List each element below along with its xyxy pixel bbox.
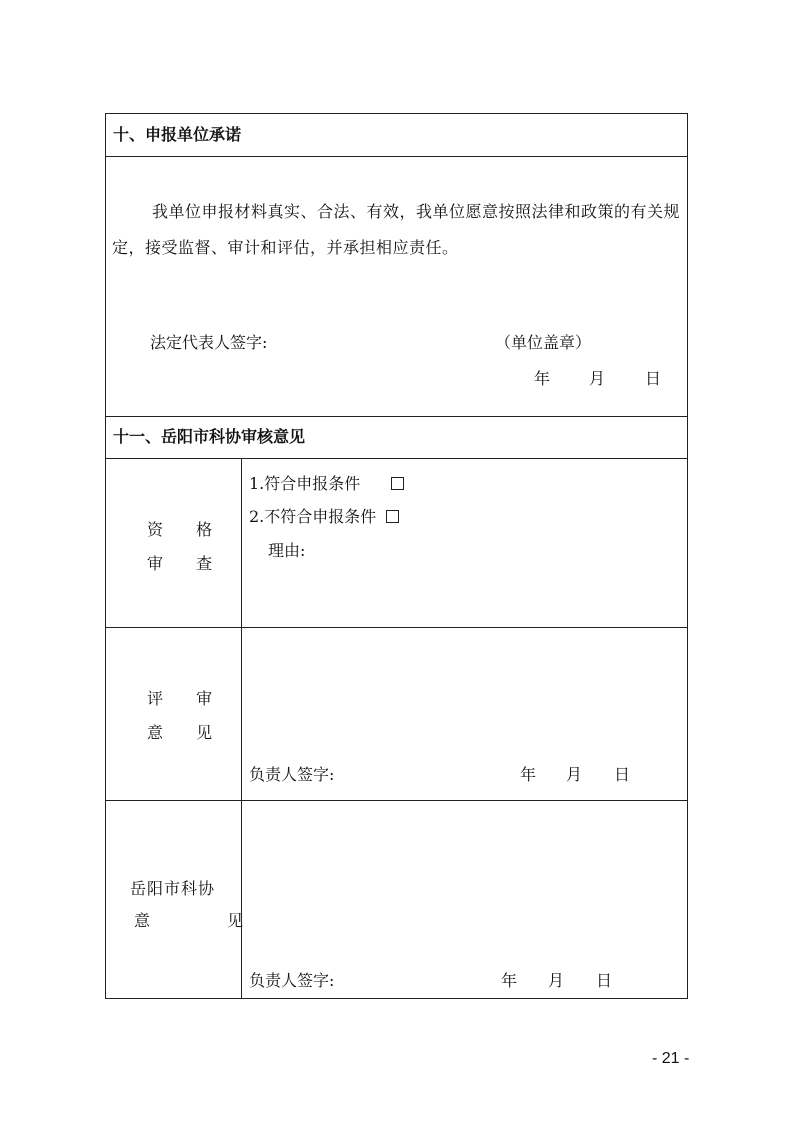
date-day-label: 日 xyxy=(645,369,662,388)
review-label-line2: 意 见 xyxy=(147,723,227,742)
divider xyxy=(106,800,687,801)
association-signature-label: 负责人签字: xyxy=(249,971,335,990)
review-signature-label: 负责人签字: xyxy=(249,765,335,784)
divider xyxy=(106,458,687,459)
checkbox-eligible[interactable] xyxy=(391,477,404,490)
divider xyxy=(106,156,687,157)
date-month-label: 月 xyxy=(589,369,606,388)
divider xyxy=(106,416,687,417)
legal-rep-signature-label: 法定代表人签字: xyxy=(150,333,268,352)
review-date-day: 日 xyxy=(614,765,631,784)
association-date-month: 月 xyxy=(548,971,565,990)
divider xyxy=(106,627,687,628)
association-label-line1: 岳阳市科协 xyxy=(130,879,216,898)
association-label-line2: 意 见 xyxy=(134,911,280,930)
section-11-heading: 十一、岳阳市科协审核意见 xyxy=(113,427,306,446)
checkbox-ineligible[interactable] xyxy=(386,510,399,523)
reason-label: 理由: xyxy=(268,541,306,560)
section-10-heading: 十、申报单位承诺 xyxy=(113,125,242,144)
unit-seal-label: （单位盖章） xyxy=(495,333,592,352)
association-date-day: 日 xyxy=(596,971,613,990)
page-number: - 21 - xyxy=(652,1050,690,1067)
application-form xyxy=(105,113,688,999)
qualification-label-line1: 资 格 xyxy=(147,520,227,539)
review-date-year: 年 xyxy=(520,765,537,784)
review-date-month: 月 xyxy=(566,765,583,784)
option-ineligible-label: 2.不符合申报条件 xyxy=(249,507,377,526)
option-eligible-label: 1.符合申报条件 xyxy=(249,474,361,493)
review-label-line1: 评 审 xyxy=(147,689,227,708)
date-year-label: 年 xyxy=(534,369,551,388)
option-ineligible xyxy=(249,507,399,527)
qualification-label-line2: 审 查 xyxy=(147,554,227,573)
option-eligible xyxy=(249,474,404,494)
association-date-year: 年 xyxy=(501,971,518,990)
commitment-statement: 我单位申报材料真实、合法、有效，我单位愿意按照法律和政策的有关规定，接受监督、审计和评估，并承担相应责任。 xyxy=(112,202,681,257)
